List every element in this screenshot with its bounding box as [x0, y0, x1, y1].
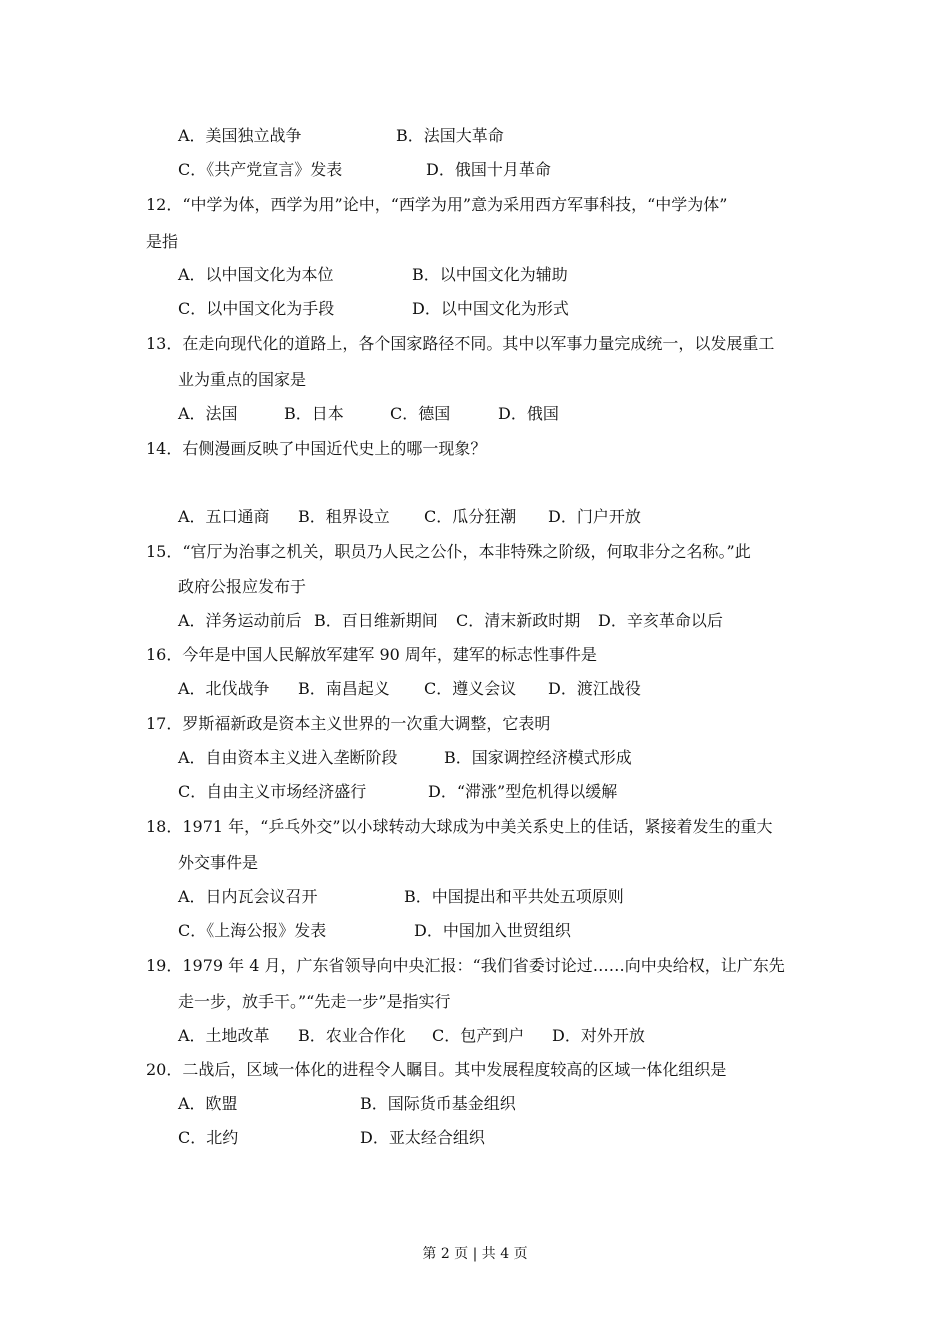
q19-option-c: C．包产到户: [432, 1026, 525, 1045]
q18-option-d: D．中国加入世贸组织: [414, 921, 571, 940]
q12-option-a: A．以中国文化为本位: [178, 265, 334, 284]
q20-number: 20．: [146, 1060, 183, 1079]
q20-option-d: D．亚太经合组织: [360, 1128, 485, 1147]
q12-option-c: C．以中国文化为手段: [178, 299, 335, 318]
q12-stem-line1: 12．“中学为体，西学为用”论中，“西学为用”意为采用西方军事科技，“中学为体”: [146, 195, 728, 214]
q17-option-c: C．自由主义市场经济盛行: [178, 782, 367, 801]
q13-option-d: D．俄国: [498, 404, 559, 423]
q12-option-d: D．以中国文化为形式: [412, 299, 569, 318]
q18-number: 18．: [146, 817, 183, 836]
q17-option-b: B．国家调控经济模式形成: [444, 748, 632, 767]
q16-number: 16．: [146, 645, 183, 664]
q18-option-b: B．中国提出和平共处五项原则: [404, 887, 624, 906]
q13-option-a: A．法国: [178, 404, 238, 423]
q17-option-d: D．“滞涨”型危机得以缓解: [428, 782, 618, 801]
q15-option-c: C．清末新政时期: [456, 611, 581, 630]
q11-option-b: B．法国大革命: [396, 126, 504, 145]
q14-option-b: B．租界设立: [298, 507, 390, 526]
q14-option-a: A．五口通商: [178, 507, 270, 526]
q13-stem-line2: 业为重点的国家是: [178, 370, 307, 389]
q17-number: 17．: [146, 714, 183, 733]
q15-option-a: A．洋务运动前后: [178, 611, 302, 630]
q16-stem-line1: 16．今年是中国人民解放军建军 90 周年，建军的标志性事件是: [146, 645, 597, 664]
q20-option-a: A．欧盟: [178, 1094, 238, 1113]
q14-option-c: C．瓜分狂潮: [424, 507, 517, 526]
q17-option-a: A．自由资本主义进入垄断阶段: [178, 748, 398, 767]
q18-option-a: A．日内瓦会议召开: [178, 887, 318, 906]
q15-option-d: D．辛亥革命以后: [598, 611, 723, 630]
q14-stem-line1: 14．右侧漫画反映了中国近代史上的哪一现象？: [146, 439, 487, 458]
q18-stem-line1: 18．1971 年，“乒乓外交”以小球转动大球成为中美关系史上的佳话，紧接着发生的重大: [146, 817, 773, 836]
q12-number: 12．: [146, 195, 183, 214]
q16-option-d: D．渡江战役: [548, 679, 641, 698]
q11-option-d: D．俄国十月革命: [426, 160, 551, 179]
q20-option-c: C．北约: [178, 1128, 239, 1147]
q20-option-b: B．国际货币基金组织: [360, 1094, 516, 1113]
q14-number: 14．: [146, 439, 183, 458]
page-footer: 第 2 页 | 共 4 页: [422, 1246, 528, 1262]
q20-stem-line1: 20．二战后，区域一体化的进程令人瞩目。其中发展程度较高的区域一体化组织是: [146, 1060, 727, 1079]
q19-option-b: B．农业合作化: [298, 1026, 406, 1045]
q15-stem-line2: 政府公报应发布于: [178, 577, 307, 596]
q13-option-c: C．德国: [390, 404, 451, 423]
q19-option-d: D．对外开放: [552, 1026, 645, 1045]
q13-option-b: B．日本: [284, 404, 344, 423]
q18-stem-line2: 外交事件是: [178, 853, 259, 872]
q16-option-b: B．南昌起义: [298, 679, 390, 698]
q19-stem-line1: 19．1979 年 4 月，广东省领导向中央汇报：“我们省委讨论过……向中央给权，让广东先: [146, 956, 785, 975]
q11-option-a: A．美国独立战争: [178, 126, 302, 145]
q19-number: 19．: [146, 956, 183, 975]
q15-option-b: B．百日维新期间: [314, 611, 438, 630]
q19-stem-line2: 走一步，放手干。”“先走一步”是指实行: [178, 992, 451, 1011]
q15-number: 15．: [146, 542, 183, 561]
q14-option-d: D．门户开放: [548, 507, 641, 526]
q16-option-c: C．遵义会议: [424, 679, 517, 698]
q19-option-a: A．土地改革: [178, 1026, 270, 1045]
q17-stem-line1: 17．罗斯福新政是资本主义世界的一次重大调整，它表明: [146, 714, 551, 733]
q12-stem-line2: 是指: [146, 232, 179, 251]
q13-stem-line1: 13．在走向现代化的道路上，各个国家路径不同。其中以军事力量完成统一，以发展重工: [146, 334, 775, 353]
q12-option-b: B．以中国文化为辅助: [412, 265, 568, 284]
q11-option-c: C．《共产党宣言》发表: [178, 160, 343, 179]
q15-stem-line1: 15．“官厅为治事之机关，职员乃人民之公仆，本非特殊之阶级，何取非分之名称。”此: [146, 542, 751, 561]
q13-number: 13．: [146, 334, 183, 353]
q18-option-c: C．《上海公报》发表: [178, 921, 327, 940]
q16-option-a: A．北伐战争: [178, 679, 270, 698]
